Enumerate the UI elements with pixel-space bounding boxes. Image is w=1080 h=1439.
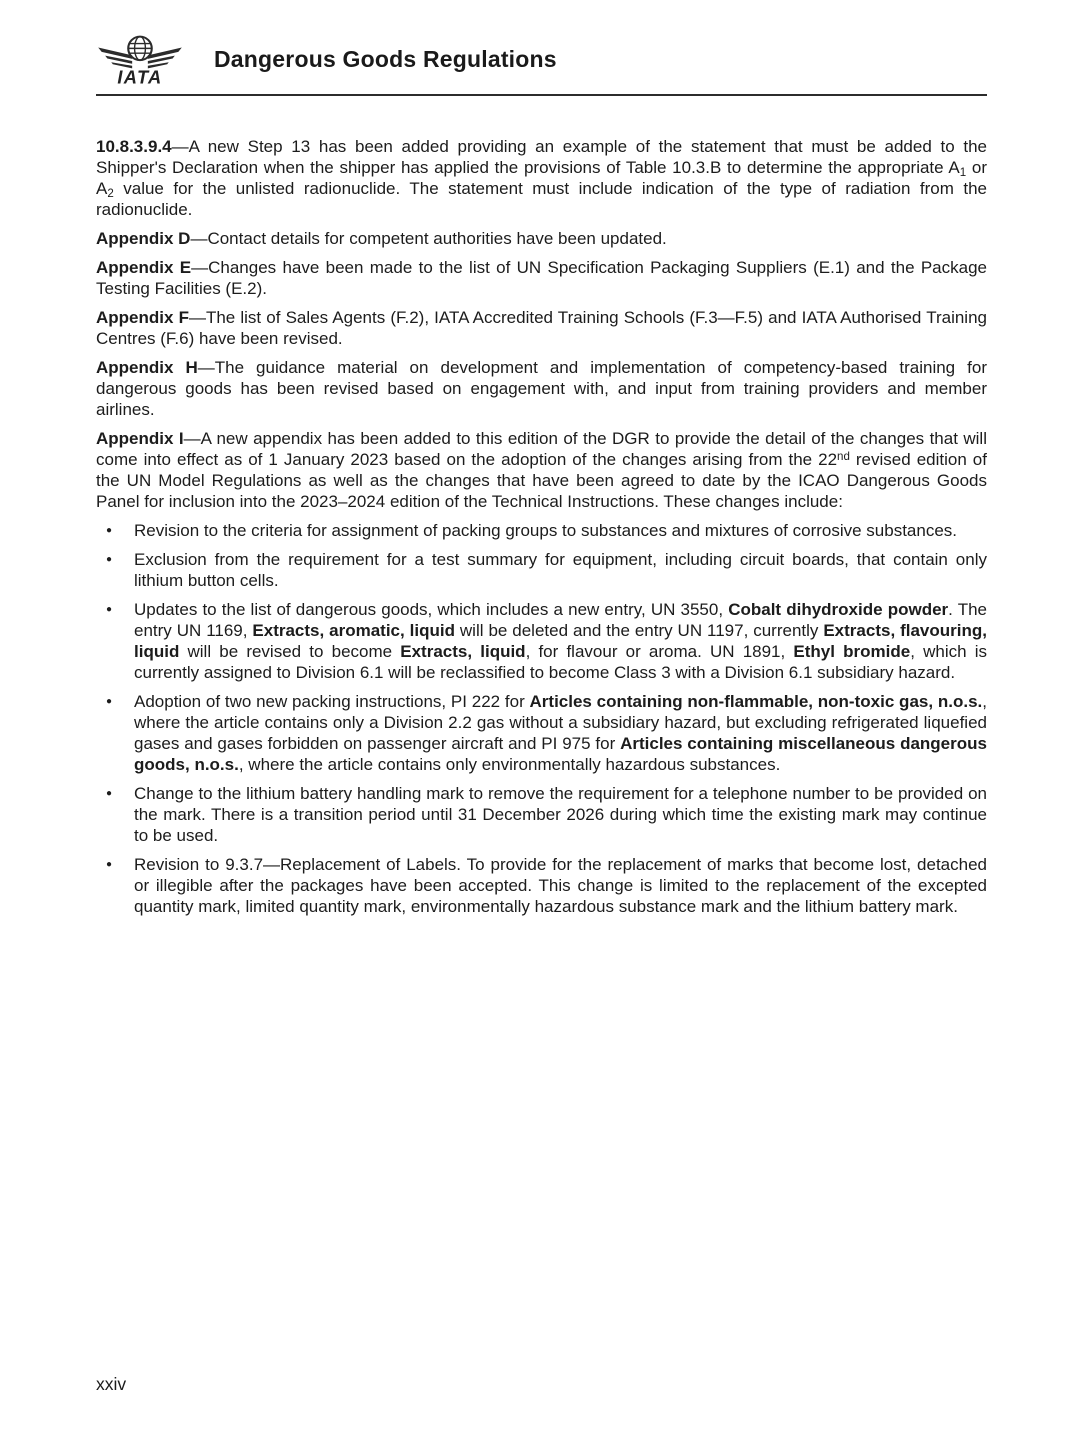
paragraph-appendix-e: Appendix E—Changes have been made to the list of UN Specification Packaging Suppliers (E.1) and the Package Testing Facilities (E.2). xyxy=(96,258,987,298)
paragraph-10-8-3-9-4: 10.8.3.9.4—A new Step 13 has been added providing an example of the statement that must be added to the Shipper's Declaration when the shipper has applied the provisions of Table 10.3.B to determine the appropriate $A_1$ or $A_2$ value for the unlisted radionuclide. The statement must include indication of the type of radiation from the radionuclide. xyxy=(96,137,987,219)
list-item xyxy=(96,599,987,683)
list-item-text: Updates to the list of dangerous goods, which includes a new entry, UN 3550, Cobalt dihydroxide powder. The entry UN 1169, Extracts, aromatic, liquid will be deleted and the entry UN 1197, currently Extracts, flavouring, liquid will be revised to become Extracts, liquid, for flavour or aroma. UN 1891, Ethyl bromide, which is currently assigned to Division 6.1 will be reclassified to become Class 3 with a Division 6.1 subsidiary hazard. xyxy=(134,600,988,682)
paragraph-appendix-i: Appendix I—A new appendix has been added to this edition of the DGR to provide the detail of the changes that will come into effect as of 1 January 2023 based on the adoption of the changes arising from the 22nd revised edition of the UN Model Regulations as well as the changes that have been agreed to date by the ICAO Dangerous Goods Panel for inclusion into the 2023–2024 edition of the Technical Instructions. These changes include: xyxy=(96,429,987,511)
paragraph-appendix-h: Appendix H—The guidance material on development and implementation of competency-based training for dangerous goods has been revised based on engagement with, and input from training providers and member airlines. xyxy=(96,358,987,419)
list-item-text: Revision to 9.3.7—Replacement of Labels. To provide for the replacement of marks that become lost, detached or illegible after the packages have been accepted. This change is limited to the replacement of the excepted quantity mark, limited quantity mark, environmentally hazardous substance mark and the lithium battery mark. xyxy=(134,855,987,916)
list-item-text: Exclusion from the requirement for a test summary for equipment, including circuit boards, that contain only lithium button cells. xyxy=(134,550,987,590)
bullet-marker: ● xyxy=(106,696,113,707)
list-item-text: Change to the lithium battery handling mark to remove the requirement for a telephone number to be provided on the mark. There is a transition period until 31 December 2026 during which time the existing mark may continue to be used. xyxy=(134,784,987,845)
list-item-text: Adoption of two new packing instructions, PI 222 for Articles containing non-flammable, non-toxic gas, n.o.s., where the article contains only a Division 2.2 gas without a subsidiary hazard, but excluding refrigerated liquefied gases and gases forbidden on passenger aircraft and PI 975 for Articles containing miscellaneous dangerous goods, n.o.s., where the article contains only environmentally hazardous substances. xyxy=(134,692,987,774)
bullet-marker: ● xyxy=(106,554,113,565)
iata-logo xyxy=(96,34,184,88)
paragraph-appendix-f: Appendix F—The list of Sales Agents (F.2), IATA Accredited Training Schools (F.3—F.5) and IATA Authorised Training Centres (F.6) have been revised. xyxy=(96,308,987,348)
bullet-marker: ● xyxy=(106,525,113,536)
list-item-text: Revision to the criteria for assignment of packing groups to substances and mixtures of corrosive substances. xyxy=(134,521,958,540)
iata-logo-text: IATA xyxy=(117,66,163,88)
paragraph-appendix-d: Appendix D—Contact details for competent authorities have been updated. xyxy=(96,229,667,248)
list-item xyxy=(96,520,987,541)
list-item xyxy=(96,783,987,846)
bullet-marker: ● xyxy=(106,604,113,615)
changes-list xyxy=(96,520,987,917)
page-footer xyxy=(96,1374,126,1395)
list-item xyxy=(96,691,987,775)
bullet-marker: ● xyxy=(106,859,113,870)
page-title: Dangerous Goods Regulations xyxy=(214,45,557,72)
page-header xyxy=(96,34,987,96)
list-item xyxy=(96,854,987,917)
iata-winged-globe-icon xyxy=(96,34,184,88)
list-item xyxy=(96,549,987,591)
document-body xyxy=(96,136,987,917)
bullet-marker: ● xyxy=(106,788,113,799)
page-number: xxiv xyxy=(96,1374,127,1394)
